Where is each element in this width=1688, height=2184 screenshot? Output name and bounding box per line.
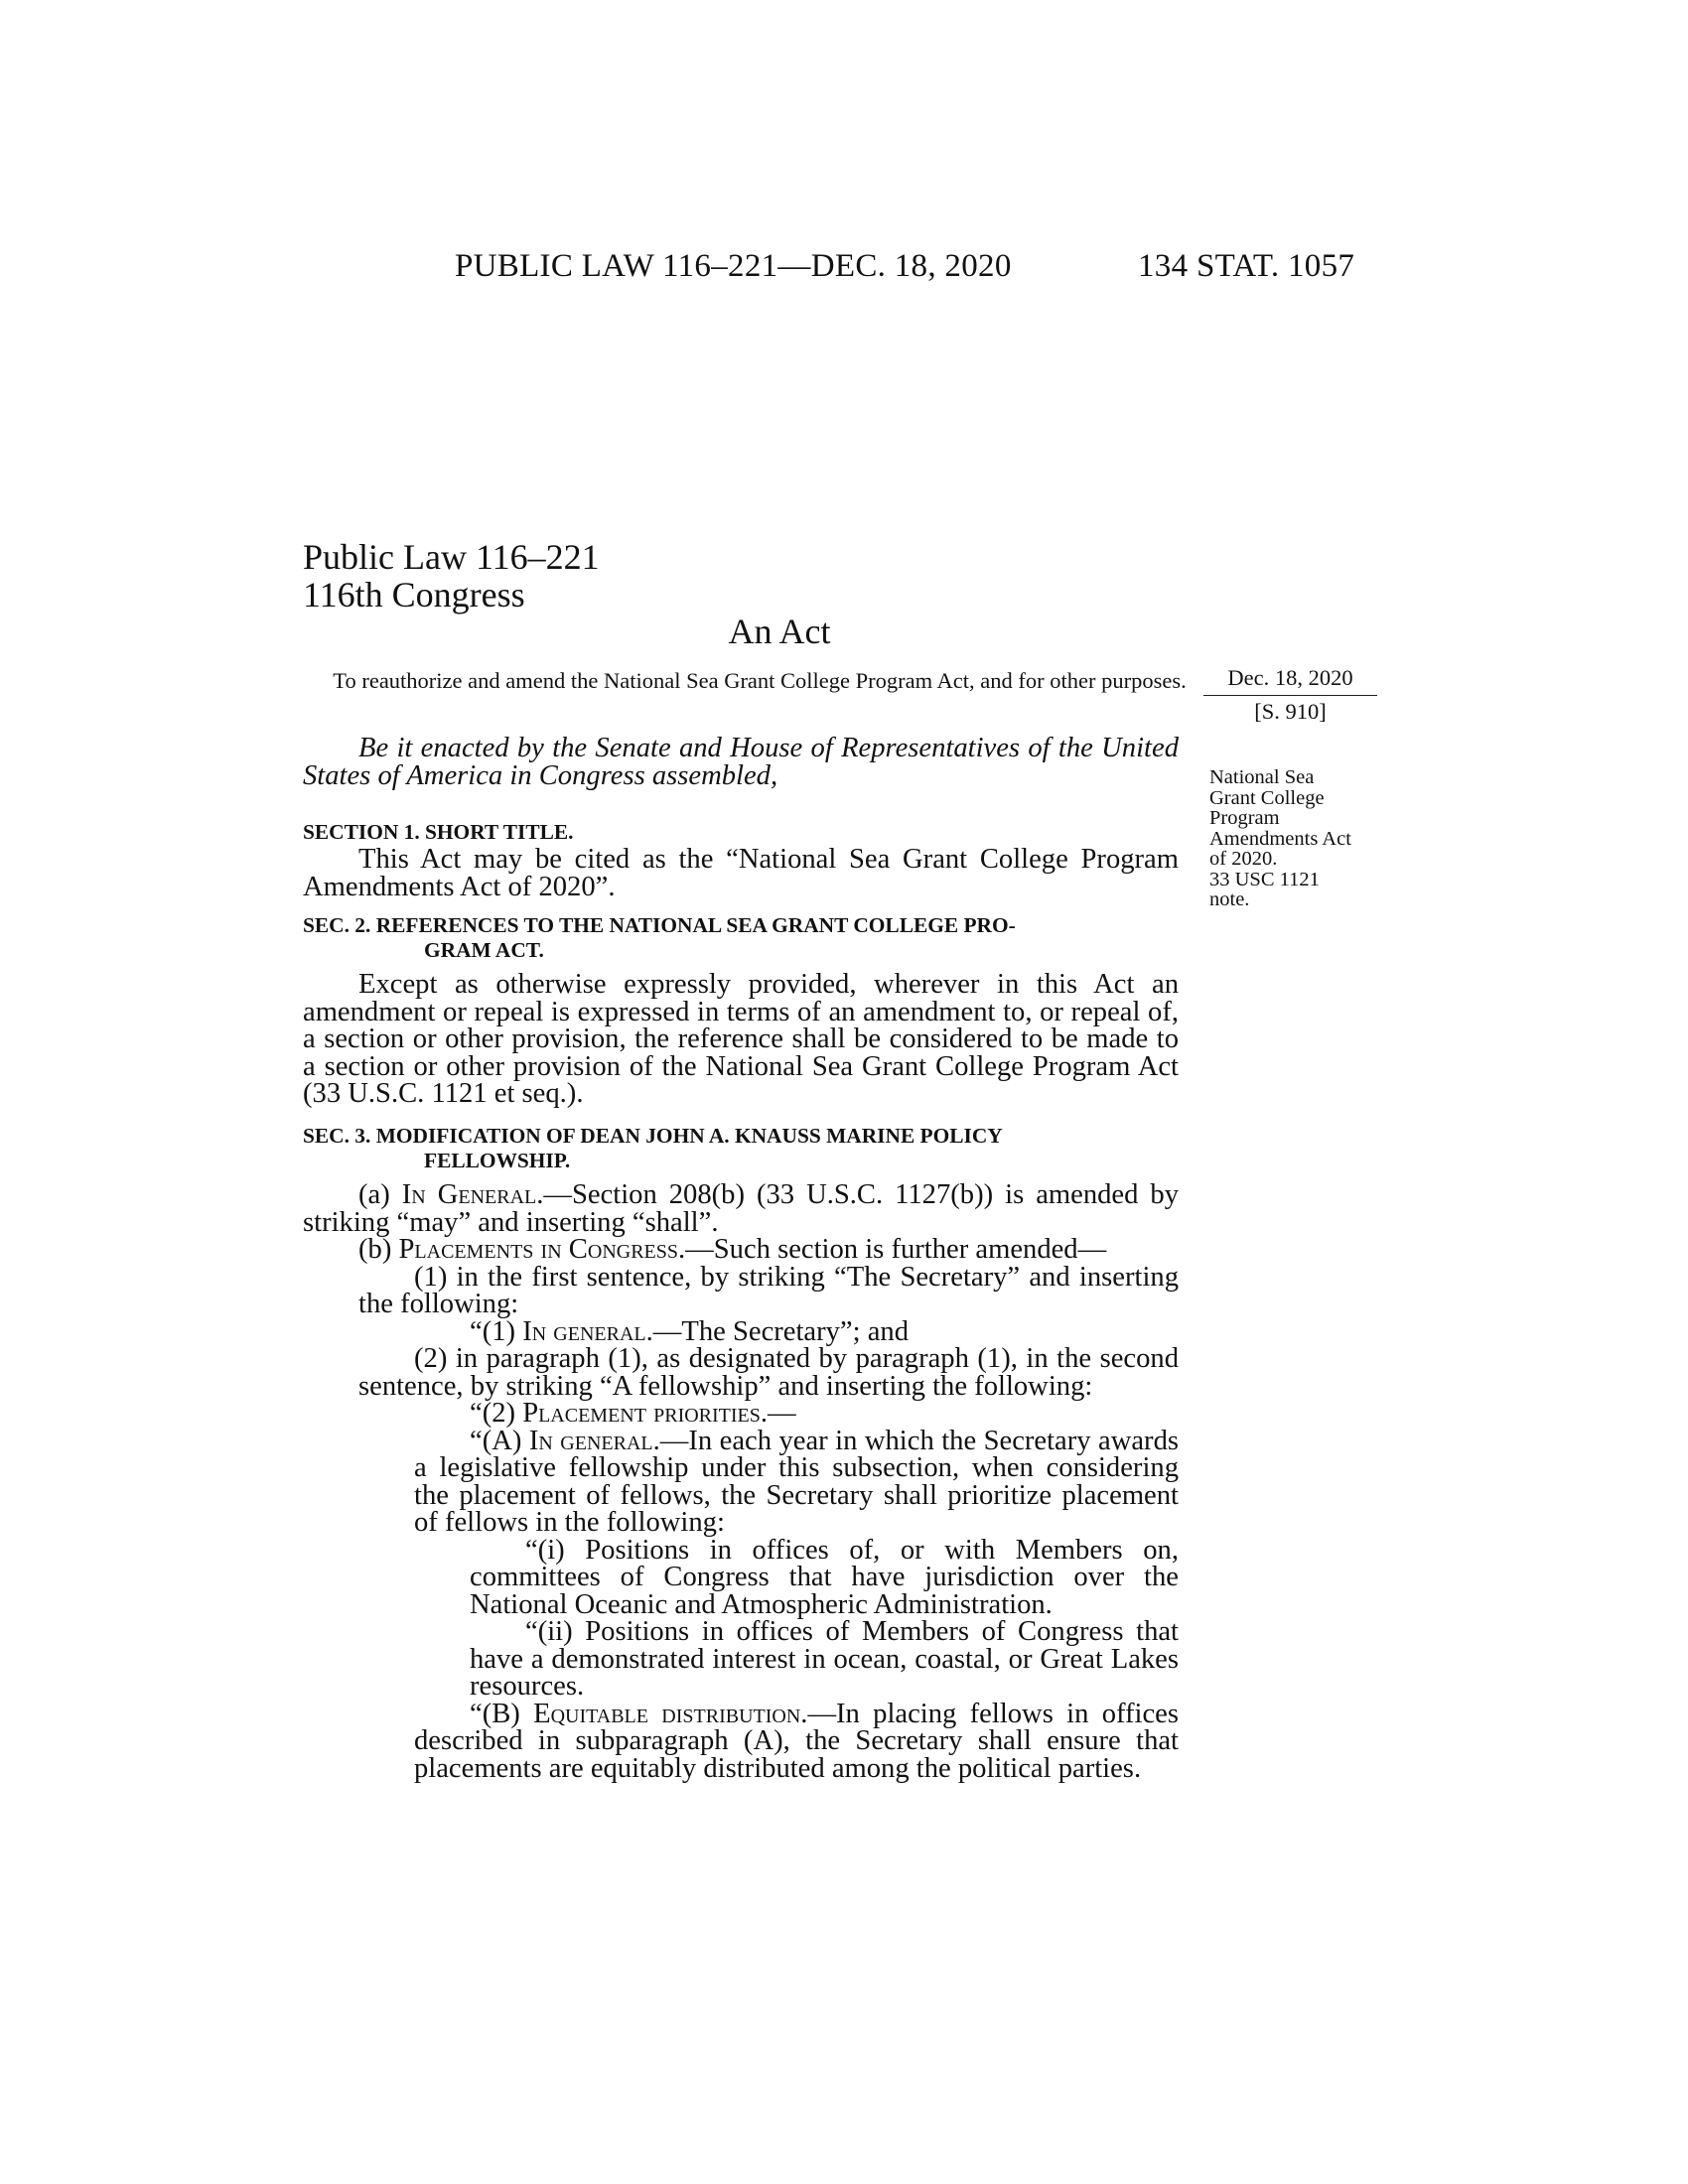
- quoted-paragraph-1-caption: In general: [522, 1315, 646, 1347]
- quoted-paragraph-1: [303, 1315, 1179, 1347]
- paragraph-1: (1) in the first sentence, by striking “The Secretary” and inserting the following:: [358, 1261, 1179, 1319]
- margin-note: [1209, 767, 1388, 910]
- section-1-text: [303, 846, 1179, 900]
- quoted-paragraph-2-label: “(2): [470, 1398, 523, 1429]
- section-3-body: [303, 1181, 1179, 1782]
- act-heading: An Act: [728, 612, 831, 651]
- margin-note-line: of 2020.: [1209, 848, 1278, 870]
- quoted-subparagraph-b-label: “(B): [470, 1698, 534, 1729]
- congress-number: 116th Congress: [303, 575, 525, 614]
- quoted-paragraph-2-caption: Placement priorities: [522, 1398, 761, 1429]
- margin-bill-number: [S. 910]: [1254, 699, 1327, 724]
- section-2-heading: [303, 913, 1179, 963]
- subsection-b: [303, 1236, 1179, 1264]
- section-1-heading: SECTION 1. SHORT TITLE.: [303, 820, 574, 844]
- subsection-a-label: (a): [358, 1179, 402, 1210]
- margin-note-line: note.: [1209, 888, 1250, 910]
- public-law-number: Public Law 116–221: [303, 537, 600, 577]
- section-3-heading: [303, 1124, 1179, 1173]
- quoted-subparagraph-b-caption: Equitable distribution: [533, 1698, 801, 1729]
- margin-note-line: 33 USC 1121: [1209, 868, 1320, 890]
- section-3-heading-line1: SEC. 3. MODIFICATION OF DEAN JOHN A. KNAUSS MARINE POLICY: [303, 1124, 1003, 1148]
- subsection-a-caption: In General: [401, 1179, 537, 1210]
- quoted-subparagraph-b-text: .—In placing fellows in offices described in subparagraph (A), the Secretary shall ensure that placements are equitably distributed among the political parties.: [414, 1698, 1179, 1784]
- subsection-b-label: (b): [358, 1234, 399, 1265]
- quoted-paragraph-2: [303, 1400, 1179, 1428]
- margin-date: Dec. 18, 2020: [1203, 665, 1377, 696]
- margin-note-line: Grant College: [1209, 786, 1325, 809]
- page-stat-number: 134 STAT. 1057: [1138, 248, 1355, 284]
- section-3-heading-line2: FELLOWSHIP.: [424, 1149, 571, 1172]
- subsection-a: [303, 1181, 1179, 1236]
- subsection-b-caption: Placements in Congress: [398, 1234, 679, 1265]
- quoted-paragraph-2-text: .—: [760, 1398, 796, 1429]
- section-2-heading-line2: GRAM ACT.: [424, 938, 544, 962]
- paragraph-2: (2) in paragraph (1), as designated by paragraph (1), in the second sentence, by striking “A fellowship” and inserting the following:: [358, 1343, 1179, 1402]
- quoted-subparagraph-a-label: “(A): [470, 1425, 529, 1456]
- quoted-subparagraph-b: [303, 1698, 1179, 1784]
- subsection-a-text: .—Section 208(b) (33 U.S.C. 1127(b)) is amended by striking “may” and inserting “shall”.: [303, 1179, 1180, 1238]
- act-purpose: To reauthorize and amend the National Sea Grant College Program Act, and for other purposes.: [333, 668, 1187, 693]
- margin-note-line: Amendments Act: [1209, 827, 1351, 850]
- enacting-clause: Be it enacted by the Senate and House of Representatives of the United States of America in Congress assembled,: [303, 733, 1179, 791]
- subsection-b-text: .—Such section is further amended—: [678, 1234, 1107, 1265]
- references-text: Except as otherwise expressly provided, wherever in this Act an amendment or repeal is expressed in terms of an amendment to, or repeal of, a section or other provision, the reference shall be considered to be made to a section or other provision of the National Sea Grant College Program Act (33 U.S.C. 1121 et seq.).: [303, 969, 1179, 1109]
- margin-note-line: National Sea: [1209, 766, 1315, 788]
- running-header-left: PUBLIC LAW 116–221—DEC. 18, 2020: [455, 248, 1012, 284]
- margin-note-line: Program: [1209, 807, 1280, 829]
- quoted-subparagraph-a-text: .—In each year in which the Secretary awards a legislative fellowship under this subsection, when considering the placement of fellows, the Secretary shall prioritize placement of fellows in the following:: [414, 1425, 1180, 1538]
- quoted-clause-i: “(i) Positions in offices of, or with Members on, committees of Congress that have jurisdiction over the National Oceanic and Atmospheric Administration.: [470, 1534, 1179, 1620]
- section-2-heading-line1: SEC. 2. REFERENCES TO THE NATIONAL SEA GRANT COLLEGE PRO-: [303, 913, 1016, 937]
- quoted-clause-ii: “(ii) Positions in offices of Members of Congress that have a demonstrated interest in ocean, coastal, or Great Lakes resources.: [470, 1616, 1179, 1702]
- quoted-subparagraph-a-caption: In general: [528, 1425, 653, 1456]
- quoted-subparagraph-a: [303, 1425, 1180, 1538]
- quoted-paragraph-1-label: “(1): [470, 1315, 523, 1347]
- section-2-text: [303, 971, 1179, 1108]
- short-title-text: This Act may be cited as the “National Sea Grant College Program Amendments Act of 2020”.: [303, 844, 1179, 902]
- quoted-paragraph-1-text: .—The Secretary”; and: [645, 1315, 909, 1347]
